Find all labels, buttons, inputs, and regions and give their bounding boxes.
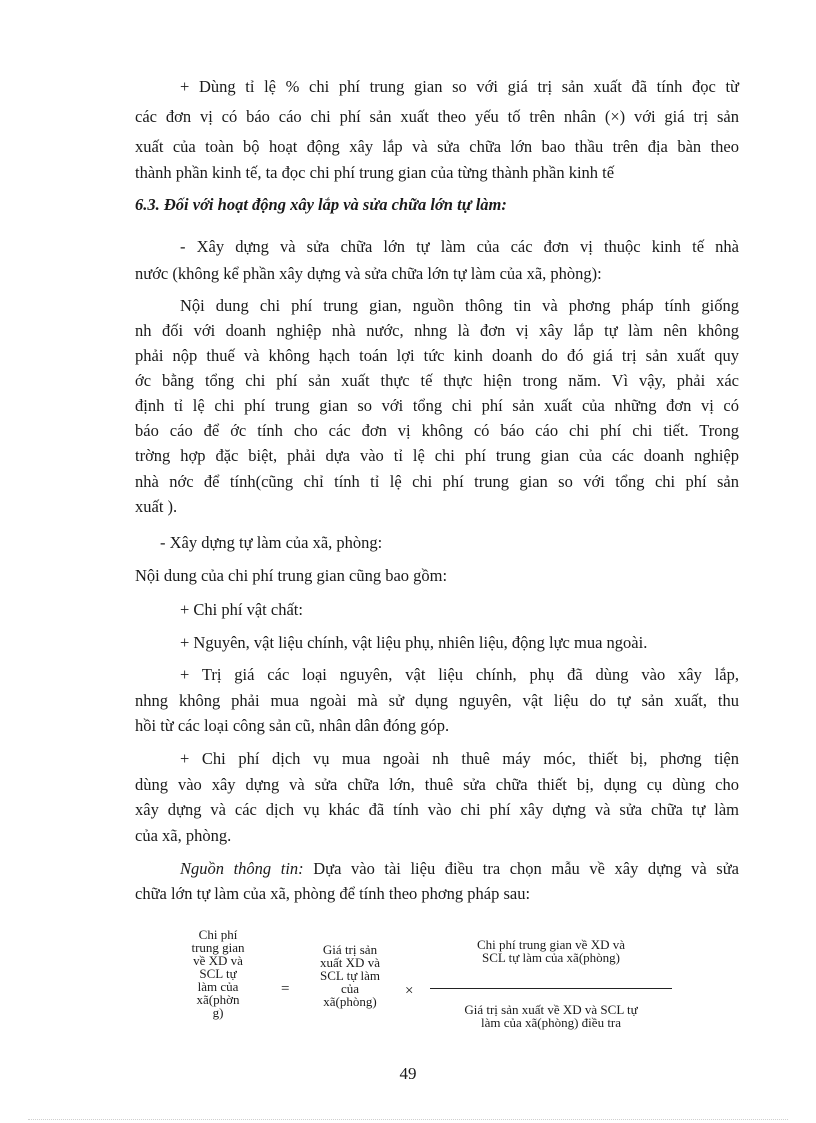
list-item: + Chi phí vật chất: — [180, 600, 303, 619]
formula-text: làm của — [197, 979, 239, 994]
paragraph-line: báo cáo để ớc tính cho các đơn vị không có báo cáo chi phí chi tiết. Trong — [135, 421, 739, 440]
paragraph-line: ớc bằng tổng chi phí sản xuất thực tế thực hiện trong năm. Vì vậy, phải xác — [135, 371, 739, 390]
formula-numerator — [430, 938, 672, 964]
formula-text: SCL tự làm của xã(phòng) — [482, 950, 620, 965]
formula-text: SCL tự — [199, 966, 237, 981]
paragraph-line: nhng không phải mua ngoài mà sử dụng nguyên, vật liệu do tự sản xuất, thu — [135, 691, 739, 710]
paragraph-line: hồi từ các loại công sản cũ, nhân dân đóng góp. — [135, 716, 450, 735]
formula-text: về XD và — [193, 953, 243, 968]
formula-text: xã(phòng) — [323, 994, 377, 1009]
paragraph-line: Nội dung chi phí trung gian, nguồn thông tin và phơng pháp tính giống — [180, 296, 739, 315]
paragraph-line: nhà nớc để tính(cũng chỉ tính tỉ lệ chi phí trung gian so với tổng chi phí sản — [135, 472, 739, 491]
paragraph-line: Nội dung của chi phí trung gian cũng bao gồm: — [135, 566, 448, 585]
paragraph-line: nh đối với doanh nghiệp nhà nước, nhng là đơn vị xây lắp tự làm nên không — [135, 321, 739, 340]
section-heading: 6.3. Đối với hoạt động xây lắp và sửa chữa lớn tự làm: — [135, 195, 507, 214]
paragraph-line: của xã, phòng. — [135, 826, 232, 845]
paragraph-line: thành phần kinh tế, ta đọc chi phí trung gian của từng thành phần kinh tế — [135, 163, 615, 182]
paragraph-line: nước (không kể phần xây dựng và sửa chữa lớn tự làm của xã, phòng): — [135, 264, 602, 283]
formula-denominator — [430, 1003, 672, 1029]
page-divider — [28, 1119, 788, 1120]
list-item: + Nguyên, vật liệu chính, vật liệu phụ, nhiên liệu, động lực mua ngoài. — [180, 633, 648, 652]
equals-sign: = — [281, 981, 290, 997]
paragraph-line: chữa lớn tự làm của xã, phòng để tính theo phơng pháp sau: — [135, 884, 531, 903]
formula-text: xuất XD và — [320, 955, 380, 970]
formula-text: Chi phí — [198, 927, 238, 942]
formula-text: trung gian — [191, 940, 245, 955]
paragraph-text: Dựa vào tài liệu điều tra chọn mẫu về xây dựng và sửa — [313, 859, 739, 878]
paragraph-line: phải nộp thuế và không hạch toán lợi tức kinh doanh do đó giá trị sản xuất quy — [135, 346, 739, 365]
paragraph-line: xuất của toàn bộ hoạt động xây lắp và sửa chữa lớn bao thầu trên địa bàn theo — [135, 137, 739, 156]
times-sign: × — [405, 983, 414, 999]
paragraph-line: định tỉ lệ chi phí trung gian so với tổng chi phí sản xuất của những đơn vị có — [135, 396, 739, 415]
formula-text: Chi phí trung gian về XD và — [476, 937, 626, 952]
page-number: 49 — [399, 1064, 417, 1083]
formula-factor — [305, 943, 395, 1008]
paragraph-line: các đơn vị có báo cáo chi phí sản xuất theo yếu tố trên nhân (×) với giá trị sản — [135, 107, 739, 126]
formula-text: Giá trị sản — [322, 942, 378, 957]
formula-lhs — [178, 928, 258, 1019]
formula-text: làm của xã(phòng) điều tra — [480, 1015, 622, 1030]
paragraph-line: xây dựng và các dịch vụ khác đã tính vào chi phí xây dựng và sửa chữa tự làm — [135, 800, 739, 819]
fraction-bar — [430, 988, 672, 989]
list-item: + Trị giá các loại nguyên, vật liệu chính, phụ đã dùng vào xây lắp, — [180, 665, 739, 684]
paragraph-line: trờng hợp đặc biệt, phải dựa vào tỉ lệ chi phí trung gian của các doanh nghiệp — [135, 446, 739, 465]
paragraph-line: xuất ). — [135, 497, 178, 516]
formula-text: Giá trị sản xuất về XD và SCL tự — [464, 1002, 638, 1017]
paragraph-line: + Dùng tỉ lệ % chi phí trung gian so với giá trị sản xuất đã tính đọc từ — [180, 77, 739, 96]
paragraph-line: - Xây dựng và sửa chữa lớn tự làm của các đơn vị thuộc kinh tế nhà — [180, 237, 739, 256]
paragraph-line — [180, 859, 739, 879]
formula-text: g) — [212, 1005, 224, 1020]
formula-text: của — [340, 981, 360, 996]
paragraph-line: dùng vào xây dựng và sửa chữa lớn, thuê sửa chữa thiết bị, dụng cụ dùng cho — [135, 775, 739, 794]
formula-text: xã(phờn — [196, 992, 240, 1007]
list-item: + Chi phí dịch vụ mua ngoài nh thuê máy móc, thiết bị, phơng tiện — [180, 749, 739, 768]
list-item: - Xây dựng tự làm của xã, phòng: — [160, 533, 383, 552]
source-label: Nguồn thông tin: — [180, 859, 304, 878]
formula-text: SCL tự làm — [319, 968, 380, 983]
